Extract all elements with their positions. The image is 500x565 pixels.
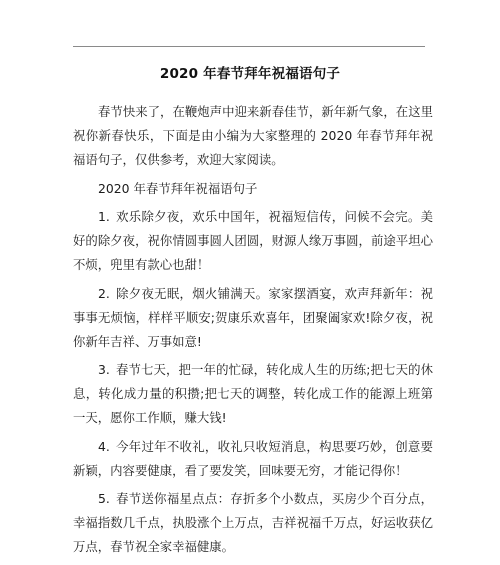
intro-paragraph: 春节快来了，在鞭炮声中迎来新春佳节，新年新气象，在这里祝你新春快乐，下面是由小编为大家整理的 2020 年春节拜年祝福语句子，仅供参考，欢迎大家阅读。 bbox=[73, 104, 433, 167]
document-title: 2020 年春节拜年祝福语句子 bbox=[159, 66, 341, 82]
item-text: 春节送你福星点点：存折多个小数点，买房少个百分点，幸福指数几千点，执股涨个上万点，吉祥祝福千万点，好运收获亿万点，春节祝全家幸福健康。 bbox=[73, 491, 433, 554]
header-rule bbox=[73, 46, 425, 47]
item-text: 春节七天，把一年的忙碌，转化成人生的历练;把七天的休息，转化成力量的积攒;把七天的调整，转化成工作的能源上班第一天，愿你工作顺，赚大钱! bbox=[73, 362, 433, 425]
greeting-item-1 bbox=[73, 205, 433, 277]
item-text: 今年过年不收礼，收礼只收短消息，构思要巧妙，创意要新颖，内容要健康，看了要发笑，回味要无穷，才能记得你！ bbox=[73, 438, 433, 478]
greeting-item-5 bbox=[73, 487, 433, 559]
item-number: 4. bbox=[98, 438, 110, 454]
document-body bbox=[73, 100, 433, 564]
greeting-item-2 bbox=[73, 282, 433, 354]
item-text: 除夕夜无眠，烟火铺满天。家家摆酒宴，欢声拜新年：祝事事无烦恼，样样平顺安;贺康乐欢喜年，团聚阖家欢!除夕夜，祝你新年吉祥、万事如意! bbox=[73, 285, 433, 349]
item-number: 2. bbox=[98, 285, 110, 301]
greeting-item-3 bbox=[73, 358, 433, 430]
greeting-item-4 bbox=[73, 435, 433, 483]
item-number: 1. bbox=[98, 209, 110, 224]
item-number: 3. bbox=[98, 362, 110, 377]
item-number: 5. bbox=[98, 491, 110, 506]
item-text: 欢乐除夕夜，欢乐中国年，祝福短信传，问候不会完。美好的除夕夜，祝你情圆事圆人团圆，财源人缘万事圆，前途平坦心不烦，兜里有款心也甜！ bbox=[73, 209, 433, 272]
section-heading: 2020 年春节拜年祝福语句子 bbox=[98, 180, 258, 196]
